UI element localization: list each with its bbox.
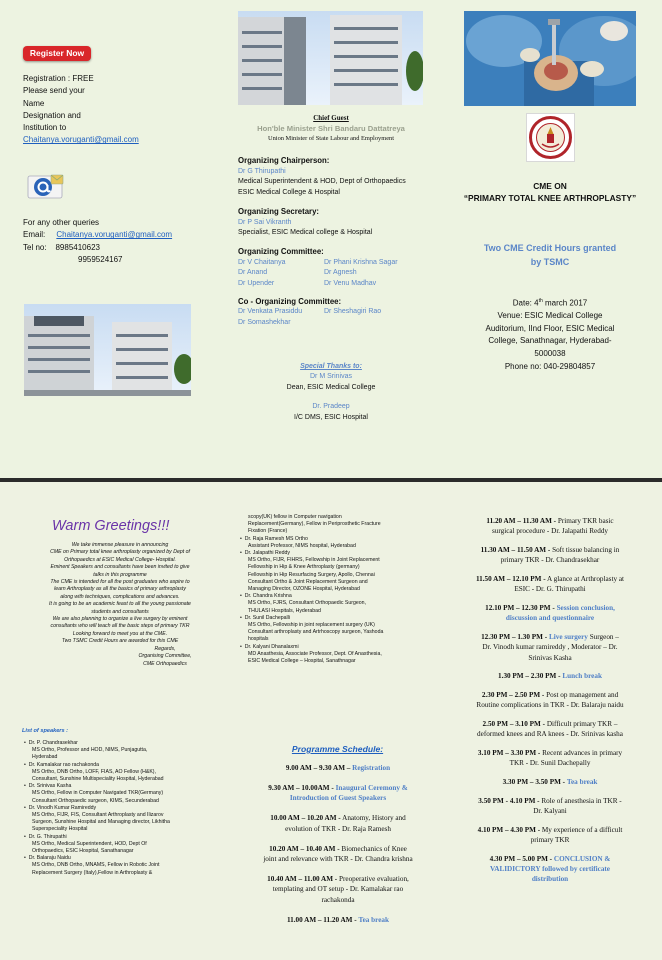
event-phone: Phone no: 040-29804857: [504, 361, 596, 371]
hospital-building-photo-center: [238, 11, 423, 105]
schedule-column-2: [450, 516, 650, 893]
schedule-entry: [450, 632, 650, 663]
event-details: Date: 4th march 2017 Venue: ESIC Medical College Auditorium, IInd Floor, ESIC Medical College, Sanathnagar, Hyderabad- 5000038 Phone no: 040-29804857: [454, 295, 646, 373]
schedule-time: 4.10 PM – 4.30 PM -: [477, 825, 541, 834]
schedule-text: My experience of a difficult: [541, 825, 623, 834]
schedule-time: 11.00 AM – 11.20 AM -: [286, 915, 357, 924]
schedule-entry: [450, 690, 650, 711]
organizing-block: Organizing Chairperson: Dr G Thirupathi Medical Superintendent & HOD, Dept of Orthopaedics ESIC Medical College & Hospital Organizing Secretary: Dr P Sai Vikranth Specialist, ESIC Medical college & Hospital Organizing Committee: Dr V Chaitanya Dr Anand Dr Upender Dr Phani Krishna Sagar Dr Agnesh Dr Venu Madhav Co - Organizing Committee: Dr Venkata Prasiddu Dr Somashekhar Dr Sheshagiri Rao: [238, 156, 406, 327]
schedule-entry: [450, 671, 650, 681]
schedule-entry: [236, 783, 440, 804]
schedule-time: 11.30 AM – 11.50 AM -: [480, 546, 551, 554]
schedule-time: 12.30 PM – 1.30 PM -: [481, 633, 548, 641]
schedule-time: 3.50 PM - 4.10 PM -: [478, 796, 540, 805]
schedule-highlight: Inaugural Ceremony &: [335, 783, 408, 792]
schedule-highlight: Live surgery: [548, 633, 588, 641]
programme-schedule-heading: Programme Schedule:: [291, 744, 384, 754]
schedule-entry: [450, 825, 650, 846]
schedule-text: deformed knees and RA knees - Dr. Srinivas kasha: [477, 730, 623, 739]
schedule-highlight: Lunch break: [562, 672, 602, 681]
schedule-text: Anatomy, History and: [342, 814, 406, 823]
schedule-text: primary TKR - Dr. Chandrasekhar: [500, 556, 600, 565]
schedule-time: 9.30 AM – 10.00AM -: [268, 783, 334, 792]
email-at-icon: [27, 172, 65, 200]
speaker-item: • Dr. Balaraju Naidu MS Ortho, DNB Ortho, MNAMS, Fellow in Robotic Joint Replacement Surgery (Italy),Fellow in Arthroplasty &: [24, 855, 160, 876]
schedule-entry: [450, 719, 650, 740]
schedule-entry: [450, 516, 650, 537]
schedule-text: Routine complications in TKR - Dr. Balaraju naidu: [476, 701, 624, 710]
schedule-entry: [236, 915, 440, 925]
speaker-item: • Dr. Jalapathi Reddy MS Ortho, FIJR, FIHRS, Fellowship in Joint Replacement Fellowship in Hip & Knee Arthroplasty (germany) Fellowship in Hip Resurfacing Surgery, Apollo, Chennai Consultant Ortho & Joint Replacement Surgeon and Managing Director, OZONE Hospital, Hyderabad: [240, 550, 380, 593]
speakers-list-left: [24, 740, 224, 877]
brochure-inside: [0, 482, 662, 960]
greetings-body: We take immense pleasure in announcing CME on Primary total knee arthroplasty organized by Dept of Orthopaedics at ESIC Medical College- Hospital. Eminent Speakers and consultants have been invited to give talks in this programme The CME is intended for all the post graduates who aspire to learn Arthroplasty as all the basics of primary arthroplasty along with techniques, complications and advances. It is going to be an academic feast to all the young passionate students and consultants We are also planning to organize a live surgery by eminent consultants who will teach all the basic steps of primary TKR Looking forward to meet you at the CME. Two TSMC Credit Hours are awarded for this CME Regards, Organising Committee, CME Orthopaedics: [49, 542, 192, 667]
schedule-text: Surgeon –: [589, 633, 619, 641]
schedule-time: 4.30 PM – 5.00 PM -: [489, 854, 553, 863]
schedule-text: Difficult primary TKR –: [546, 720, 618, 728]
schedule-entry: [236, 813, 440, 834]
speaker-item: • Dr. G. Thirupathi MS Ortho, Medical Superintendent, HOD, Dept Of Orthopaedics, ESIC Hospital, Sanathanagar: [24, 833, 147, 855]
schedule-highlight: Tea break: [566, 778, 598, 786]
schedule-time: 12.10 PM – 12.30 PM -: [485, 604, 555, 612]
schedule-text: Srinivas Kasha: [528, 653, 572, 662]
registration-info: Registration : FREE Please send your Name Designation and Institution to Chaitanya.voruganti@gmail.com: [23, 73, 213, 147]
queries-email-link[interactable]: Chaitanya.voruganti@gmail.com: [56, 230, 173, 240]
schedule-entry: [450, 796, 650, 817]
special-thanks-block: Special Thanks to: Dr M Srinivas Dean, ESIC Medical College Dr. Pradeep I/C DMS, ESIC Hospital: [286, 363, 376, 421]
speaker-item: • Dr. Raja Ramesh MS Ortho Assistant Professor, NIMS hospital, Hyderabad: [240, 535, 356, 549]
schedule-text: rachakonda: [321, 895, 355, 904]
schedule-time: 10.20 AM – 10.40 AM -: [269, 844, 340, 853]
speaker-item: • Dr. Kalyani Dhanalaxmi MD Anasthesia, Associate Professor, Dept. Of Anasthesia, ESIC Medical College – Hospital, Sanathnagar: [240, 643, 382, 665]
schedule-text: Primary TKR basic: [557, 517, 614, 525]
speakers-heading: List of speakers :: [22, 728, 69, 734]
speaker-item: • Dr. Chandra Krishna MS Ortho, FJRS, Consultant Orthopaedic Surgeon, THULASI Hospitals, Hyderabad: [240, 593, 366, 614]
schedule-time: 9.00 AM – 9.30 AM –: [285, 764, 351, 772]
esic-logo: [526, 113, 575, 162]
schedule-highlight: discussion and questionnaire: [505, 614, 595, 623]
schedule-entry: [236, 874, 440, 905]
schedule-entry: [450, 545, 650, 566]
schedule-time: 2.30 PM – 2.50 PM -: [481, 691, 545, 699]
schedule-time: 11.20 AM – 11.30 AM -: [486, 517, 557, 525]
schedule-text: Role of anesthesia in TKR -: [541, 796, 622, 805]
schedule-text: A glance at Arthroplasty at: [547, 575, 625, 583]
speakers-list-middle: scopy(UK) fellow in Computer navigation Replacement(Germany), Fellow in Periprosthetic Fracture Fixation (France) • Dr. Raja Ramesh MS Ortho Assistant Professor, NIMS hospital, Hyderabad • Dr. Jalapathi Reddy MS Ortho, FIJR, FIHRS, Fellowship in Joint Replacement Fellowship in Hip & Knee Arthroplasty (germany) Fellowship in Hip Resurfacing Surgery, Apollo, Chennai Consultant Ortho & Joint Replacement Surgeon and Managing Director, OZONE Hospital, Hyderabad • Dr. Chandra Krishna MS Ortho, FJRS, Consultant Orthopaedic Surgeon, THULASI Hospitals, Hyderabad • Dr. Sunil Dachepalli MS Ortho, Fellowship in joint replacement surgery (UK) Consultant arthroplasty and Artrhoscopy surgeon, Yashoda hospitals • Dr. Kalyani Dhanalaxmi MD Anasthesia, Associate Professor, Dept. Of Anasthesia, ESIC Medical College – Hospital, Sanathnagar: [240, 514, 440, 665]
schedule-highlight: Registration: [352, 764, 391, 772]
schedule-time: 3.10 PM – 3.30 PM -: [477, 749, 541, 757]
register-now-button[interactable]: Register Now: [23, 46, 91, 61]
speaker-item: • Dr. Sunil Dachepalli MS Ortho, Fellowship in joint replacement surgery (UK) Consultant arthroplasty and Artrhoscopy surgeon, Yashoda hospitals: [240, 614, 384, 643]
schedule-time: 3.30 PM – 3.50 PM -: [502, 778, 566, 786]
hospital-building-photo-left: [24, 304, 191, 396]
schedule-entry: [450, 777, 650, 787]
surgery-photo: [464, 11, 636, 106]
schedule-column-1: [236, 763, 440, 934]
speaker-item: • Dr. Kamalakar rao rachakonda MS Ortho, DNB Ortho, LOFF, FIAS, AO Fellow (H&K), Consultant, Sunshine Multispeciality Hospital, Hyderabad: [24, 761, 164, 783]
schedule-highlight: Session conclusion,: [556, 604, 615, 612]
schedule-text: TKR - Dr. Sunil Dachepally: [509, 759, 591, 768]
schedule-highlight: distribution: [531, 875, 569, 884]
schedule-text: Post op management and: [546, 691, 619, 699]
schedule-time: 10.00 AM – 10.20 AM -: [270, 814, 341, 823]
warm-greetings-title: Warm Greetings!!!: [52, 518, 170, 534]
schedule-text: ESIC - Dr. G. Thirupathi: [514, 585, 586, 594]
schedule-highlight: VALIDICTORY followed by certificate: [490, 865, 610, 873]
schedule-text: Soft tissue balancing in: [552, 546, 620, 554]
cme-title-block: [454, 180, 646, 204]
brochure-outside: [0, 0, 662, 478]
phone-number-1: 8985410623: [55, 242, 100, 252]
phone-number-2: 9959524167: [78, 254, 123, 264]
schedule-text: joint and relevance with TKR - Dr. Chandra krishna: [263, 854, 413, 863]
schedule-time: 10.40 AM – 11.00 AM -: [267, 874, 338, 883]
schedule-time: 1.30 PM – 2.30 PM -: [498, 672, 561, 681]
schedule-text: Dr. Vinodh kumar ramireddy , Moderator – Dr.: [482, 643, 618, 652]
credit-hours: Two CME Credit Hours granted by TSMC: [483, 243, 617, 267]
speaker-item: • Dr. P. Chandrasekhar MS Ortho, Professor and HOD, NIMS, Punjagutta, Hyderabad: [24, 740, 148, 761]
schedule-entry: [236, 844, 440, 865]
schedule-entry: [450, 748, 650, 769]
speaker-item: • Dr. Vinodh Kumar Ramireddy MS Ortho, FIJR, FIS, Consultant Arthroplasty and Ilizarov Surgeon, Sunshine Hospital and Managing director, Likhitha Superspeciality Hospital: [24, 804, 170, 833]
schedule-entry: [450, 854, 650, 885]
schedule-entry: [450, 574, 650, 595]
cme-title: CME ON: [533, 181, 567, 191]
schedule-time: 11.50 AM – 12.10 PM -: [475, 575, 546, 583]
speaker-item: • Dr. Srinivas Kasha MS Ortho, Fellow in Computer Navigated TKR(Germany) Consultant Orthopaedic surgeon, KIMS, Secunderabad: [24, 783, 164, 804]
schedule-text: surgical procedure - Dr. Jalapathi Reddy: [491, 527, 609, 536]
schedule-text: Preoperative evaluation,: [339, 874, 409, 883]
schedule-text: primary TKR: [530, 836, 570, 844]
event-date: Date: 4th march 2017: [512, 298, 588, 308]
schedule-entry: [236, 763, 440, 773]
schedule-text: evolution of TKR - Dr. Raja Ramesh: [285, 824, 391, 833]
schedule-text: Biomechanics of Knee: [341, 844, 407, 853]
schedule-time: 2.50 PM – 3.10 PM -: [482, 720, 546, 728]
chief-guest-block: Chief Guest Hon'ble Minister Shri Bandaru Dattatreya Union Minister of State Labour and Employment: [257, 114, 405, 142]
schedule-highlight: Tea break: [358, 915, 390, 924]
schedule-entry: [450, 603, 650, 624]
registration-email-link[interactable]: Chaitanya.voruganti@gmail.com: [23, 135, 139, 145]
schedule-text: Dr. Kalyani: [533, 807, 567, 815]
queries-info: For any other queries Email: Chaitanya.voruganti@gmail.com Tel no: 8985410623 9959524167: [23, 217, 223, 266]
schedule-text: templating and OT setup - Dr. Kamalakar rao: [272, 885, 404, 894]
schedule-highlight: Introduction of Guest Speakers: [289, 794, 387, 803]
cme-subtitle: “PRIMARY TOTAL KNEE ARTHROPLASTY”: [463, 193, 637, 203]
schedule-text: Recent advances in primary: [542, 749, 623, 757]
schedule-highlight: CONCLUSION &: [553, 854, 611, 863]
